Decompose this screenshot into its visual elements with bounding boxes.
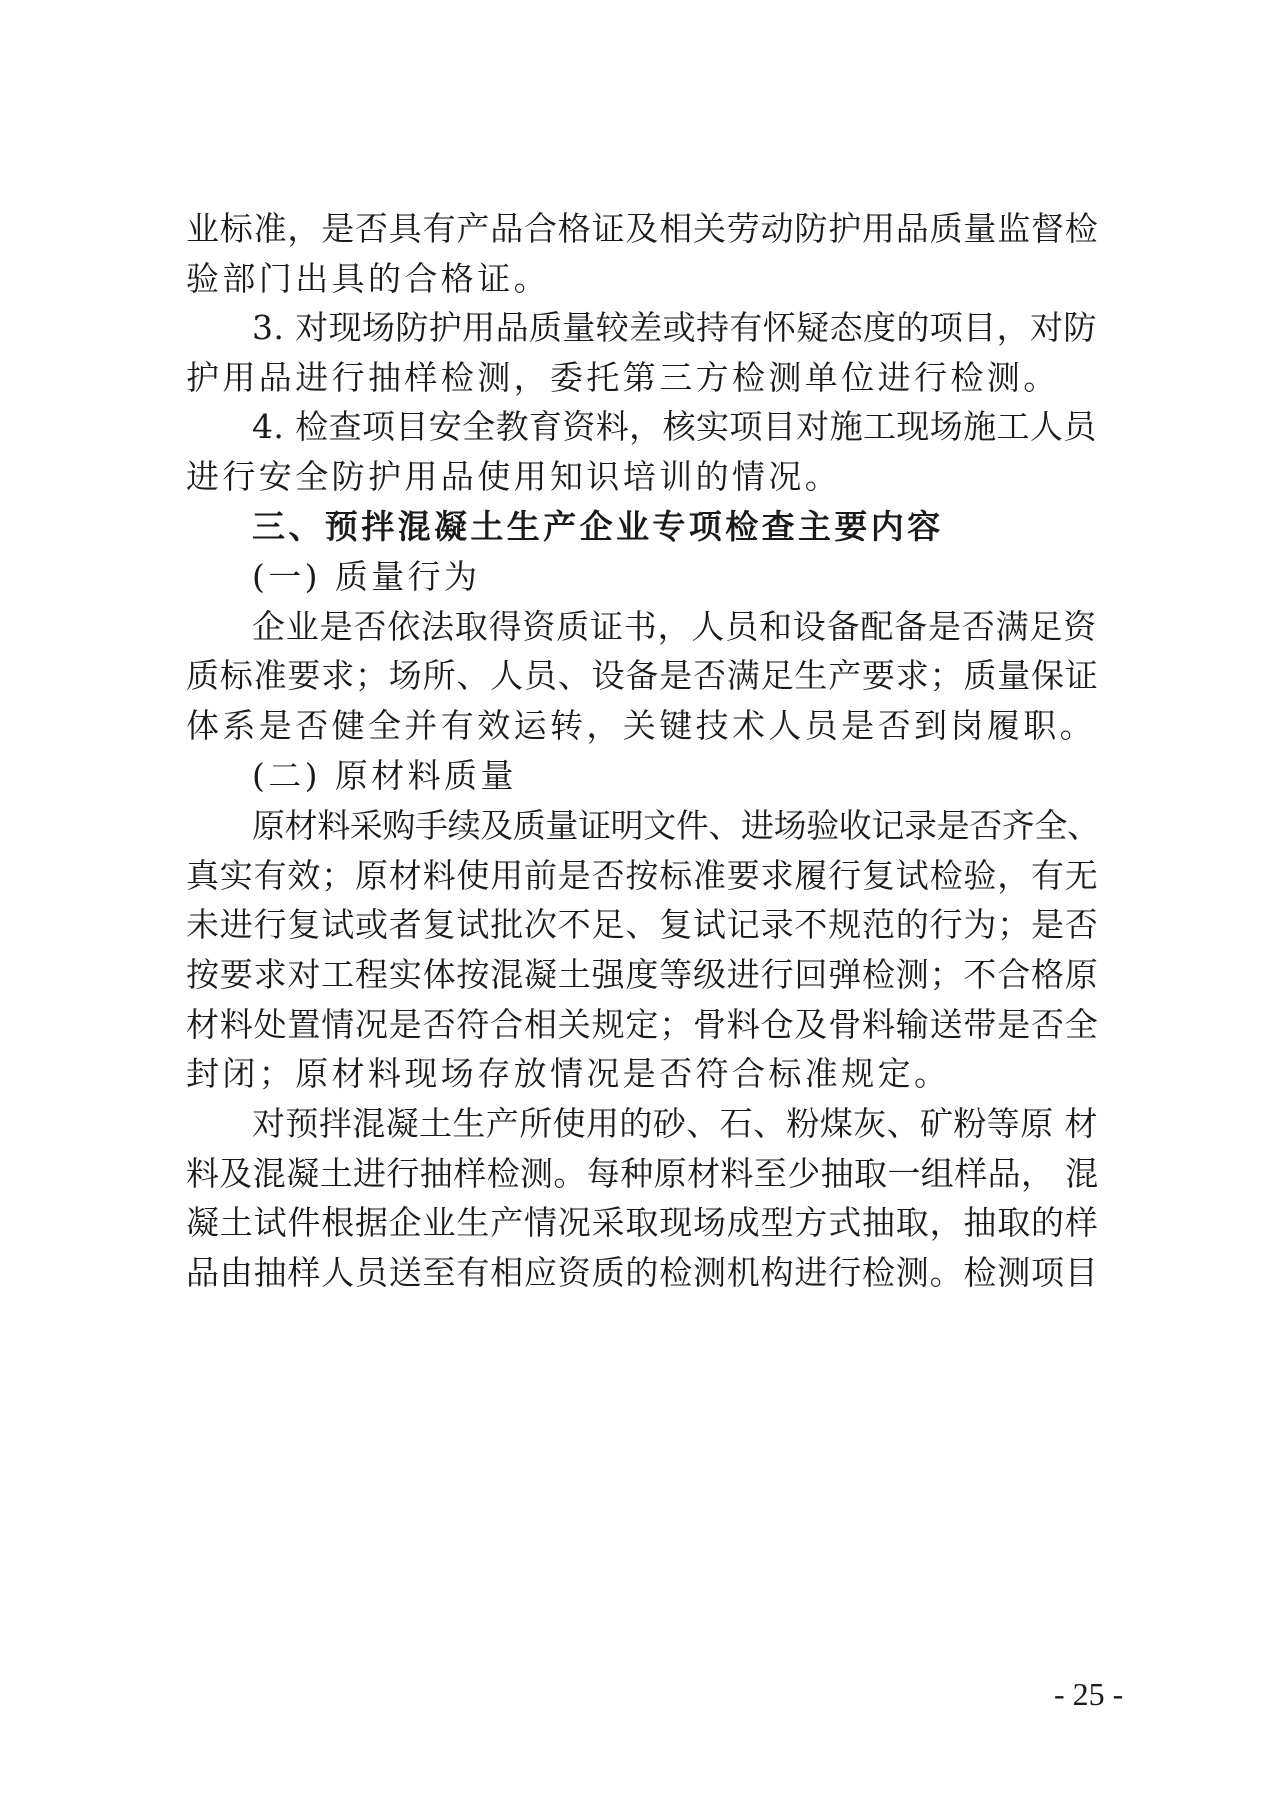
subsection-heading-quality-behavior: (一) 质量行为: [252, 557, 481, 596]
body-text-line: 业标准，是否具有产品合格证及相关劳动防护用品质量监督检: [186, 209, 1099, 248]
body-text-line: 企业是否依法取得资质证书，人员和设备配备是否满足资: [252, 607, 1097, 646]
body-text-line: 按要求对工程实体按混凝土强度等级进行回弹检测；不合格原: [186, 955, 1099, 994]
body-text-line: 原材料采购手续及质量证明文件、进场验收记录是否齐全、: [252, 806, 1100, 845]
body-text-line: 进行安全防护用品使用知识培训的情况。: [186, 457, 842, 496]
body-text-line: 料及混凝土进行抽样检测。每种原材料至少抽取一组样品， 混: [186, 1154, 1099, 1193]
body-text-line: 护用品进行抽样检测，委托第三方检测单位进行检测。: [186, 358, 1060, 397]
body-text-line: 验部门出具的合格证。: [186, 259, 550, 298]
section-heading: 三、预拌混凝土生产企业专项检查主要内容: [252, 507, 944, 546]
body-text-line: 体系是否健全并有效运转，关键技术人员是否到岗履职。: [186, 706, 1096, 745]
subsection-heading-raw-material: (二) 原材料质量: [252, 756, 517, 795]
body-text-line: 品由抽样人员送至有相应资质的检测机构进行检测。检测项目: [186, 1253, 1099, 1292]
body-text-line: 对预拌混凝土生产所使用的砂、石、粉煤灰、矿粉等原 材: [252, 1104, 1098, 1143]
body-text-line: 凝土试件根据企业生产情况采取现场成型方式抽取，抽取的样: [186, 1203, 1099, 1242]
page-number: - 25 -: [1054, 1676, 1124, 1712]
list-item-4-line: 4. 检查项目安全教育资料，核实项目对施工现场施工人员: [252, 407, 1097, 446]
list-item-3-line: 3. 对现场防护用品质量较差或持有怀疑态度的项目，对防: [252, 308, 1097, 347]
body-text-line: 未进行复试或者复试批次不足、复试记录不规范的行为；是否: [186, 905, 1099, 944]
body-text-line: 封闭；原材料现场存放情况是否符合标准规定。: [186, 1054, 951, 1093]
body-text-line: 真实有效；原材料使用前是否按标准要求履行复试检验，有无: [186, 856, 1099, 895]
body-text-line: 质标准要求；场所、人员、设备是否满足生产要求；质量保证: [186, 656, 1099, 695]
body-text-line: 材料处置情况是否符合相关规定；骨料仓及骨料输送带是否全: [186, 1005, 1099, 1044]
